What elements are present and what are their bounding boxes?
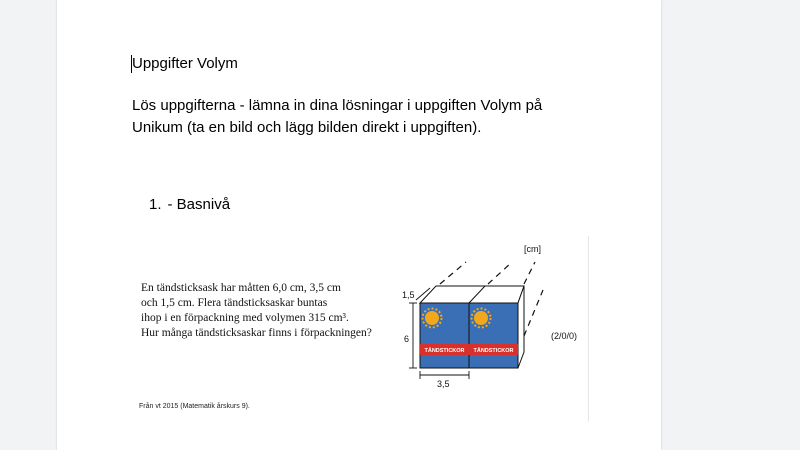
problem-line: En tändsticksask har måtten 6,0 cm, 3,5 cm bbox=[141, 282, 341, 294]
dim-width-label: 3,5 bbox=[437, 379, 450, 389]
problem-text bbox=[141, 281, 372, 341]
document-title[interactable]: Uppgifter Volym bbox=[132, 55, 238, 72]
list-label: - Basnivå bbox=[167, 196, 231, 213]
score-label: (2/0/0) bbox=[551, 331, 578, 341]
box-label: TÄNDSTICKOR bbox=[473, 348, 514, 354]
box-tops bbox=[420, 286, 524, 303]
source-caption: Från vt 2015 (Matematik årskurs 9). bbox=[139, 403, 250, 410]
intro-paragraph[interactable]: Lös uppgifterna - lämna in dina lösningar i uppgiften Volym på Unikum (ta en bild och lägg bilden direkt i uppgiften). bbox=[132, 97, 543, 136]
dim-depth-label: 1,5 bbox=[402, 290, 415, 300]
list-number: 1. bbox=[149, 196, 162, 213]
matchbox-diagram bbox=[400, 240, 590, 395]
matchbox-2 bbox=[469, 303, 518, 368]
problem-line: och 1,5 cm. Flera tändsticksaskar buntas bbox=[141, 297, 328, 309]
matchbox-1 bbox=[420, 303, 469, 368]
problem-line: ihop i en förpackning med volymen 315 cm³. bbox=[141, 312, 349, 324]
dim-height-label: 6 bbox=[404, 334, 410, 344]
box-label: TÄNDSTICKOR bbox=[424, 348, 465, 354]
unit-label: [cm] bbox=[524, 244, 541, 254]
problem-line: Hur många tändsticksaskar finns i förpackningen? bbox=[141, 327, 372, 339]
list-item-basniva[interactable] bbox=[149, 196, 236, 213]
